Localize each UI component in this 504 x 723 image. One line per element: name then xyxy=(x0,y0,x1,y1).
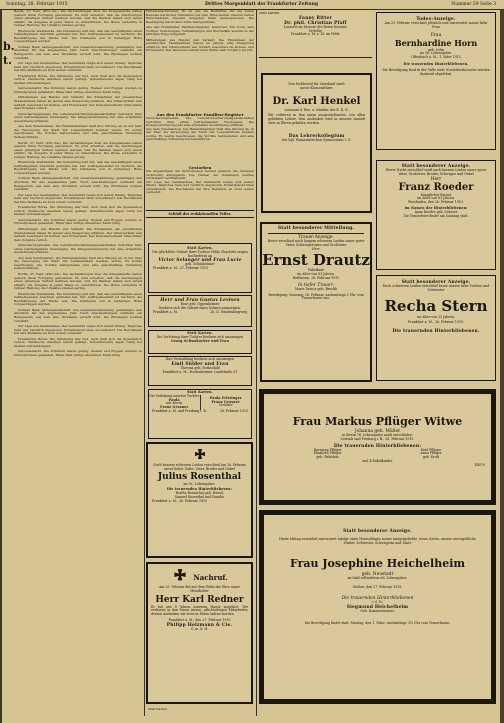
iron-cross-icon xyxy=(192,448,208,464)
ad-death-rosenthal xyxy=(146,442,253,558)
ad-funeral: Die Beerdigung findet statt: Montag, den 1. März, nachmittags 3¼ Uhr vom Trauerhause. xyxy=(304,620,451,625)
ad-name: Julius Rosenthal xyxy=(157,471,242,482)
ad-sub: Thereza geb. Rothschild xyxy=(180,365,220,370)
article-paragraph: Rheinische Stahlwerke. Die Verwaltung teilt mit, daß das Geschäftsjahr einen befriedigenden Abschluß gefunden hat. Der Auftragsbestand ist reichlich, die Beschäftigung der Werke voll. Die Dividende soll in bisheriger Höhe vorgeschlagen werden. xyxy=(14,28,142,44)
ad-mourner: Anna Roeder geb. Scherer xyxy=(414,209,458,214)
ad-mourners-col xyxy=(420,449,441,460)
ad-place: Frankfurt a. M., den 27. Februar 1915 xyxy=(168,617,231,622)
ad-title: Statt besonderer Mitteilung. xyxy=(277,226,355,231)
ad-title: Statt besonderer Anzeige. xyxy=(343,529,412,534)
article-paragraph: Getreidemarkt. Die Zufuhren waren gering. Weizen und Roggen wurden zu Höchstpreisen gehandelt, Hafer fand willige Abnehmer. Mehl ruhig. xyxy=(14,217,142,226)
ad-firm-sub: G. m. b. H. xyxy=(190,626,209,631)
article-paragraph: Aus den Frankfurter Familien-Register. Geburten: Ein Sohn, eine Tochter. Verlobungen, Vermählungen und Sterbefälle werden in der üblichen Folge mitgeteilt. xyxy=(146,25,254,37)
ad-herr: Herr xyxy=(312,246,320,251)
middle-top-text xyxy=(146,10,254,110)
ad-date: 28. Februar 1915 xyxy=(219,408,248,413)
ad-age: im bald vollendeten 66. Lebensjahre. xyxy=(347,575,408,580)
ad-mourners: Die trauernden Hinterbliebenen: xyxy=(166,487,233,492)
ad-death-roeder xyxy=(376,160,496,270)
article-paragraph: Rheinische Stahlwerke. Die Verwaltung teilt mit, daß das Geschäftsjahr einen befriedigenden Abschluß gefunden hat. Der Auftragsbestand ist reichlich, die Beschäftigung der Werke voll. Die Dividende soll in bisheriger Höhe vorgeschlagen werden. xyxy=(14,291,142,307)
ad-place: Offenbach a. M., 1. März 1915 xyxy=(411,55,461,60)
ad-age: im Alter von 83 Jahren. xyxy=(297,272,335,277)
ad-title: Nachruf. xyxy=(193,572,228,582)
deaths-text xyxy=(146,170,254,210)
ad-line: Ihre Vermählung beehren sich anzuzeigen xyxy=(165,357,235,361)
ad-title: Statt Karten. xyxy=(187,331,213,335)
ad-line: Franz Gessner xyxy=(160,405,189,410)
ad-names: Emil Sülder und Frau xyxy=(171,361,229,367)
ad-place: Gießen, den 27. Februar 1915. xyxy=(352,585,403,590)
ad-names: Georg Schwabacher und Frau xyxy=(170,338,230,343)
ad-title: Statt Karten. xyxy=(187,390,213,394)
ad-two-columns xyxy=(149,395,251,410)
ad-footer: Das Lehrerkollegium xyxy=(288,133,345,139)
ad-text: Nach kurzem schweren Leiden verschied am 26. Februar unser lieber Gatte, Vater, Bruder und Onkel xyxy=(153,463,246,471)
ad-footer xyxy=(149,311,251,315)
ad-name: Dr. phil. Christian Pfaff xyxy=(284,20,347,26)
ad-col-left xyxy=(149,395,201,410)
ad-mourner: Bertha Rosenthal geb. Hirsch xyxy=(175,491,224,496)
ad-death-pflueger xyxy=(259,389,496,505)
ad-death-horn xyxy=(376,12,496,150)
ad-sub: Königlicher Baurat xyxy=(420,192,452,197)
ad-title: Statt besonderer Anzeige. xyxy=(401,280,471,285)
ad-mourner: geb. Rebelein xyxy=(316,455,339,460)
ad-engagement xyxy=(148,330,252,354)
ad-text: Nach schwerem Leiden entschlief heute unsere liebe Tochter und Schwester xyxy=(382,284,490,292)
article-paragraph: Aus dem Vereinsleben. Die Handelskammer hielt ihre Sitzung ab, in der über die Versorgung der Stadt mit Lebensmitteln beraten wurde. Es wurde beschlossen, die Vorräte festzustellen und eine gleichmäßige Verteilung herbeizuführen. xyxy=(146,126,254,142)
ad-marriage-suelder xyxy=(148,356,252,386)
article-paragraph: Vollmar Bank Aktiengesellschaft. Die Generalversammlung genehmigte den Abschluß für das abgelaufene Jahr. Nach Abschreibungen verbleibt ein Reingewinn, aus dem eine Dividende verteilt wird. Die Rücklagen wurden verstärkt. xyxy=(14,44,142,60)
ad-mourners: Die trauernden Hinterbliebenen. xyxy=(392,329,480,335)
ad-name: Bernhardine Horn xyxy=(394,37,478,48)
article-paragraph: Aus dem Vereinsleben. Die Handelskammer hielt ihre Sitzung ab, in der über die Versorgung der Stadt mit Lebensmitteln beraten wurde. Es wurde beschlossen, die Vorräte festzustellen und eine gleichmäßige Verteilung herbeizuführen. xyxy=(14,255,142,271)
ad-place: Frankfurt a. M. z. Zt. im Felde xyxy=(290,32,341,37)
editorial-end: Schluß des redaktionellen Teiles. xyxy=(146,210,254,218)
article-paragraph: Mitteilungen aus Handel und Verkehr. Die Einnahmen der preußischen Staatsbahnen haben im Januar eine Steigerung erfahren. Der Güterverkehr war lebhaft, besonders im Kohlen- und Erzversand. Der Personenverkehr blieb hinter dem Vorjahre zurück. xyxy=(146,37,254,53)
article-paragraph: Mitteilungen aus Handel und Verkehr. Die Einnahmen der preußischen Staatsbahnen haben im Januar eine Steigerung erfahren. Der Güterverkehr war lebhaft, besonders im Kohlen- und Erzversand. Der Personenverkehr blieb hinter dem Vorjahre zurück. xyxy=(14,95,142,111)
article-paragraph: Versicherungswesen. Die Lebensversicherungsgesellschaften berichten über einen befriedigenden Neuzugang. Die Kriegsversicherung hat eine erhebliche Ausdehnung erfahren. xyxy=(146,117,254,128)
article-paragraph: Berlin, 27. Febr. (Priv.-Tel.) Die Verhandlungen über die Kriegsanleihe haben gestern ihren Fortgang genommen. Es wird erwartet, daß die Zeichnungen einen günstigen Verlauf nehmen werden, und die Banken haben sich bereit erklärt, die Ausgabe in jeder Weise zu unterstützen. Die Börse verkehrte in ruhiger Haltung, die Umsätze blieben gering. xyxy=(14,140,142,159)
page-header xyxy=(0,0,504,10)
ad-mourners: Die trauernden Hinterbliebenen xyxy=(341,596,414,602)
ad-mourner: Hermann Pflüger xyxy=(313,447,342,452)
ad-mourner: Anna Pflüger xyxy=(420,451,442,456)
ad-age: im Alter von 82 Jahren. xyxy=(417,196,455,201)
article-paragraph: Aus dem Vereinsleben. Die Handelskammer hielt ihre Sitzung ab, in der über die Versorgung der Stadt mit Lebensmitteln beraten wurde. Es wurde beschlossen, die Vorräte festzustellen und eine gleichmäßige Verteilung herbeizuführen. xyxy=(14,124,142,139)
ad-burial: Die Beerdigung fand in der Stille statt. Kondolenzbesuche werden dankend abgelehnt. xyxy=(382,67,490,76)
ad-line: Die Verlobung unserer Tochter xyxy=(149,393,200,398)
ad-mourners: Die trauernden Hinterbliebenen. xyxy=(403,61,469,66)
ad-text: Wir verlieren in ihm einen ausgezeichneten, von allen geliebten Lehrer. Sein Andenken wird in unserer Anstalt stets in Ehren gehalten werden. xyxy=(268,113,365,125)
ad-line: Paula Fritzinger xyxy=(209,395,242,400)
ad-place: Frankfurt a. M. und Freiburg i. B. xyxy=(152,408,207,413)
article-paragraph: Berlin, 27. Febr. (Priv.-Tel.) Die Verhandlungen über die Kriegsanleihe haben gestern ihren Fortgang genommen. Es wird erwartet, daß die Zeichnungen einen günstigen Verlauf nehmen werden, und die Banken haben sich bereit erklärt, die Ausgabe in jeder Weise zu unterstützen. Die Börse verkehrte in ruhiger Haltung, die Umsätze blieben gering. xyxy=(14,272,142,291)
ad-mourner: i. d. N.: xyxy=(371,600,384,605)
iron-cross-icon xyxy=(171,568,189,586)
ad-footer-sub: des Kgl. Humanistischen Gymnasiums I. G. xyxy=(281,137,352,142)
ad-obituary-redner xyxy=(146,562,253,704)
ad-age: im 56. Lebensjahre. xyxy=(419,51,453,56)
ad-text: Heute Nacht entschlief sanft nach kurzem Leiden unser guter Vater, Großvater, Bruder, Schwager und Onkel xyxy=(385,168,487,176)
ad-mourners: Die trauernden Hinterbliebenen: xyxy=(333,443,422,449)
ad-death-heichelheim xyxy=(259,510,496,704)
article-paragraph: Frankfurter Börse. Die Stimmung war fest, doch hielt sich die Spekulation zurück. Heimische Anleihen waren gefragt, Industriewerte lagen ruhig bei kleinen Schwankungen. xyxy=(14,205,142,217)
ad-place: Frankfurt a. M., 26. Februar 1915. xyxy=(407,320,465,325)
ad-footer xyxy=(149,410,251,414)
ad-line: Rose geb. Oppenheimer xyxy=(180,302,220,306)
ad-age: im 56. Lebensjahre. xyxy=(183,481,216,486)
ad-text: Heute Mittag entschlief unerwartet infolge eines Herzschlages meine innigstgeliebte, treue Gattin, unsere unvergeßliche Mutter, Schwester, Schwägerin und Tante xyxy=(278,537,477,545)
ad-place: Wiesbaden, den 26. Februar 1915. xyxy=(408,200,464,205)
ad-line: Paula xyxy=(168,397,180,402)
ad-mourners: In tiefer Trauer: xyxy=(297,282,335,288)
ad-text: Er hat seit 8 Jahren unserem Hause angehört. Wir verlieren in ihm einen treuen, pflichteifrigen Mitarbeiter, dessen Andenken wir stets in Ehren halten werden. xyxy=(151,604,248,617)
fragment-t: t. xyxy=(3,54,12,67)
ad-line: unser Klassenlehrer xyxy=(300,85,333,90)
ad-death-drautz xyxy=(260,222,372,382)
binding-edge xyxy=(0,10,2,723)
register-text xyxy=(146,117,254,165)
ad-line: beehren sich die Geburt eines Sohnes anzuzeigen. xyxy=(159,305,241,310)
ad-mourner: Elisabeth Pflüger xyxy=(313,451,342,456)
ad-birth-levisen xyxy=(148,295,252,327)
ad-col-right xyxy=(201,395,252,410)
ad-mourner: Siegmund Heichelheim xyxy=(346,604,409,610)
ad-engagement-fritzinger xyxy=(148,389,252,439)
ad-name: Ernst Drautz xyxy=(262,251,370,270)
fragment-b: b. xyxy=(3,40,15,53)
ad-frau: Frau xyxy=(430,32,442,38)
ad-line: Verlobte xyxy=(218,403,233,408)
ad-sub: geb. Neustadt xyxy=(361,571,394,577)
register-title: Aus den Frankfurter Familien-Register xyxy=(156,112,244,117)
header-date: Sonntag, 28. Februar 1915 xyxy=(6,2,68,7)
ad-name: Frau Josephine Heichelheim xyxy=(289,556,466,570)
ad-place: Frankfurt a. M., 26. Februar 1915 xyxy=(152,498,208,503)
ad-title: Herr und Frau Gustav Levisen xyxy=(160,298,240,303)
ad-age: in ihrem 76. Lebensjahre sanft entschlafen. xyxy=(342,433,413,437)
ad-birth-selanger xyxy=(148,243,252,293)
article-paragraph: Frankfurter Börse. Die Stimmung war fest, doch hielt sich die Spekulation zurück. Heimische Anleihen waren gefragt, Industriewerte lagen ruhig bei kleinen Schwankungen. xyxy=(14,336,142,348)
article-paragraph: Getreidemarkt. Die Zufuhren waren gering. Weizen und Roggen wurden zu Höchstpreisen gehandelt, Hafer fand willige Abnehmer. Mehl ruhig. xyxy=(14,86,142,94)
column-rule xyxy=(144,10,145,716)
article-paragraph: Rheinische Stahlwerke. Die Verwaltung teilt mit, daß das Geschäftsjahr einen befriedigenden Abschluß gefunden hat. Der Auftragsbestand ist reichlich, die Beschäftigung der Werke voll. Die Dividende soll in bisheriger Höhe vorgeschlagen werden. xyxy=(14,160,142,175)
ad-firm: Philipp Holzmann & Cie. xyxy=(166,622,233,628)
ad-mourners: Im Namen der Hinterbliebenen: xyxy=(404,205,468,210)
article-paragraph: Zur Lage des Geldmarktes. Der Geldmarkt zeigte sich weiter flüssig. Tägliches Geld war reichlich angeboten, Privatdiskont blieb unverändert. Die Reichsbank hat ihre Bestände an Gold weiter vermehrt. xyxy=(14,192,142,204)
ad-place: Frankfurt a. M., 27. Februar 1915 xyxy=(153,266,209,271)
article-paragraph: Frankfurter Börse. Die Stimmung war fest, doch hielt sich die Spekulation zurück. Heimische Anleihen waren gefragt, Industriewerte lagen ruhig bei kleinen Schwankungen. xyxy=(14,73,142,85)
ad-role: Fabrikant xyxy=(308,268,324,273)
header-number: Nummer 59 Seite 3 xyxy=(451,2,496,7)
bottom-note: Statt Karten. xyxy=(148,707,168,711)
article-paragraph: Zur Lage des Geldmarktes. Der Geldmarkt zeigte sich weiter flüssig. Tägliches Geld war reichlich angeboten, Privatdiskont blieb unverändert. Die Reichsbank hat ihre Bestände an Gold weiter vermehrt. xyxy=(14,61,142,73)
ad-title: Statt besonderer Anzeige. xyxy=(401,164,471,169)
article-paragraph: Vollmar Bank Aktiengesellschaft. Die Generalversammlung genehmigte den Abschluß für das abgelaufene Jahr. Nach Abschreibungen verbleibt ein Reingewinn, aus dem eine Dividende verteilt wird. Die Rücklagen wurden verstärkt. xyxy=(14,307,142,323)
ad-line: Die Verlobung ihrer Tochter beehren sich anzuzeigen xyxy=(156,334,244,339)
ad-death-stern xyxy=(376,275,496,381)
ad-sub: Trauer-Anzeige. xyxy=(268,233,364,240)
ad-funeral: Die Trauerfeier findet am Sonntag statt. xyxy=(403,213,469,218)
ad-text: Am 25. Februar fiel auf dem Felde der Ehre unser Mitarbeiter xyxy=(159,585,240,593)
ad-name: Recha Stern xyxy=(384,296,488,315)
ad-name: Fanny Ritter xyxy=(298,15,333,21)
header-masthead: Drittes Morgenblatt der Frankfurter Zeitung xyxy=(205,2,319,7)
ad-line: Verlobte xyxy=(308,28,323,33)
article-paragraph: Versicherungswesen. Die Lebensversicherungsgesellschaften berichten über einen befriedigenden Neuzugang. Die Kriegsversicherung hat eine erhebliche Ausdehnung erfahren. xyxy=(14,111,142,123)
ad-text: Heute verschied nach langem schweren Leiden unser guter Vater, Schwiegervater und Großvater xyxy=(267,239,365,247)
article-paragraph: Berlin, 27. Febr. (Priv.-Tel.) Die Verhandlungen über die Kriegsanleihe haben gestern ihren Fortgang genommen. Es wird erwartet, daß die Zeichnungen einen günstigen Verlauf nehmen werden, und die Banken haben sich bereit erklärt, die Ausgabe in jeder Weise zu unterstützen. Die Börse verkehrte in ruhiger Haltung, die Umsätze blieben gering. xyxy=(14,10,142,28)
ad-engagement-ritter xyxy=(259,12,372,58)
ad-extra: und 4 Enkelkinder. xyxy=(362,458,393,463)
ad-sub: geb. Cohn xyxy=(427,47,445,52)
ad-name: Franz Roeder xyxy=(398,181,474,193)
ad-line: Leutnant d. Res. u. Inhaber des E. K. II. xyxy=(284,107,349,112)
ad-place: Heilbronn, 26. Februar 1915 xyxy=(292,275,340,280)
ad-name: Herr Karl Redner xyxy=(155,594,244,605)
ad-title: Statt Karten. xyxy=(187,246,213,250)
article-paragraph: Zur Lage des Geldmarktes. Der Geldmarkt zeigte sich weiter flüssig. Tägliches Geld war reichlich angeboten, Privatdiskont blieb unverändert. Die Reichsbank hat ihre Bestände an Gold weiter vermehrt. xyxy=(146,179,254,195)
ad-heading-row xyxy=(148,568,251,586)
ad-name: Frau Markus Pflüger Witwe xyxy=(292,415,463,428)
ad-mourner: geb. Kreft xyxy=(422,455,440,460)
article-paragraph: Vollmar Bank Aktiengesellschaft. Die Generalversammlung genehmigte den Abschluß für das abgelaufene Jahr. Nach Abschreibungen verbleibt ein Reingewinn, aus dem eine Dividende verteilt wird. Die Rücklagen wurden verstärkt. xyxy=(14,176,142,192)
article-paragraph: Getreidemarkt. Die Zufuhren waren gering. Weizen und Roggen wurden zu Höchstpreisen gehandelt, Hafer fand willige Abnehmer. Mehl ruhig. xyxy=(14,349,142,357)
ad-place: Frankfurt a. M., Bockenheimer Landstraße 51 xyxy=(162,369,238,374)
ad-line: Franz Gessner xyxy=(211,399,240,404)
article-paragraph: Familiennachrichten. Es ist uns ein Bedürfnis, für die vielen Beweise herzlicher Teilnahme bei dem Hinscheiden unseres lieben Entschlafenen unseren innigsten Dank auszusprechen. Die Beerdigung hat in aller Stille stattgefunden. xyxy=(146,10,254,24)
article-paragraph: Die Angehörigen der Verstorbenen werden gebeten, die Anzeigen rechtzeitig aufzugeben. Die Namen der Gefallenen werden fortlaufend veröffentlicht. xyxy=(146,170,254,181)
ad-line: Den Heldentod für Vaterland starb xyxy=(288,82,345,86)
page-edge xyxy=(500,10,504,723)
ad-title: Todes-Anzeige. xyxy=(416,17,456,22)
ad-name: Dr. Karl Henkel xyxy=(272,95,361,107)
ad-line: Die glückliche Geburt ihrer Tochter Hilde Charlotte zeigen hocherfreut an xyxy=(152,249,248,258)
article-paragraph: Zur Lage des Geldmarktes. Der Geldmarkt zeigte sich weiter flüssig. Tägliches Geld war reichlich angeboten, Privatdiskont blieb unverändert. Die Reichsbank hat ihre Bestände an Gold weiter vermehrt. xyxy=(14,324,142,336)
deaths-title: Gestorben xyxy=(188,165,212,170)
ad-mourner: Samuel Rosenthal und Familie xyxy=(174,494,225,499)
ad-age: im Alter von 25 Jahren. xyxy=(417,314,455,319)
ad-herr: Herr xyxy=(430,176,442,182)
ad-mourner: Geh. Kommerzienrat. xyxy=(360,608,395,613)
ad-line: Lazarett im Dienste des Roten Kreuzes xyxy=(283,24,348,29)
ad-mourner: Marie Drautz geb. Bruckh xyxy=(294,286,338,291)
ad-text: Am 25. Februar verschied plötzlich und unerwartet meine liebe Frau xyxy=(384,21,488,29)
ad-funeral: Beerdigung: Sonntag, 28. Februar, nachmittags 3 Uhr vom Trauerhause aus. xyxy=(268,292,364,301)
ad-place: Frankfurt a. M. xyxy=(153,309,178,314)
ad-code: E4070 xyxy=(474,462,485,467)
ad-mourner: Emil Pflüger xyxy=(420,447,442,452)
ad-names: Victor Selanger und Frau Lucie xyxy=(158,258,242,264)
left-text-column xyxy=(14,10,142,716)
article-paragraph: Versicherungswesen. Die Lebensversicherungsgesellschaften berichten über einen befriedigenden Neuzugang. Die Kriegsversicherung hat eine erhebliche Ausdehnung erfahren. xyxy=(14,243,142,255)
ad-date: 28. II. Hindenburgweg xyxy=(210,309,247,314)
ad-mourners-col xyxy=(313,449,341,460)
ad-place: Lörrach und Freiburg i. B., 26. Februar 1915. xyxy=(340,436,415,441)
column-rule xyxy=(256,10,257,716)
ad-title: Statt Karten. xyxy=(259,12,280,15)
ad-line: mit Herrn xyxy=(166,401,183,406)
ad-death-henkel xyxy=(261,73,372,213)
ad-nee: geb. Schönheimer xyxy=(185,262,215,267)
article-paragraph: Mitteilungen aus Handel und Verkehr. Die Einnahmen der preußischen Staatsbahnen haben im Januar eine Steigerung erfahren. Der Güterverkehr war lebhaft, besonders im Kohlen- und Erzversand. Der Personenverkehr blieb hinter dem Vorjahre zurück. xyxy=(14,226,142,242)
ad-sub: Johanna geb. Müller xyxy=(354,429,401,434)
